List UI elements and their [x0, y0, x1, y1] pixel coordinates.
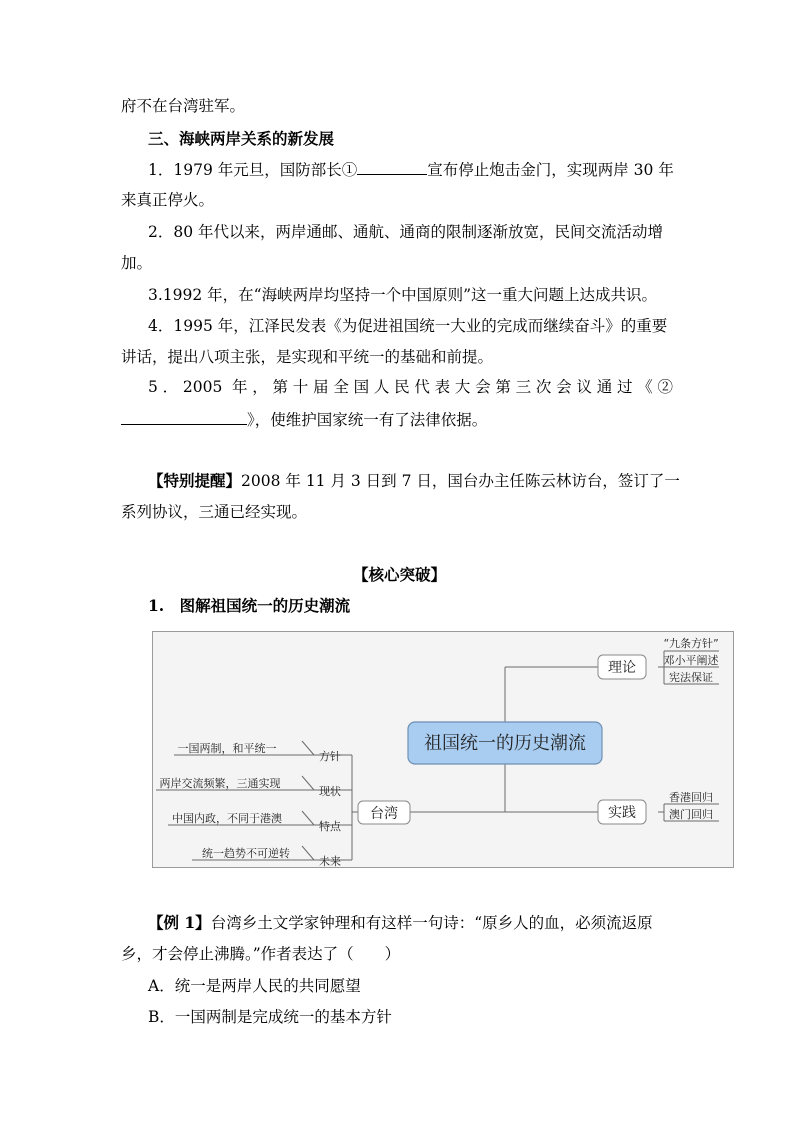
taiwan-branch-desc-3: 中国内政，不同于港澳	[172, 812, 282, 825]
theory-item-3: 宪法保证	[669, 671, 713, 684]
paragraph-5: 5．2005 年，第十届全国人民代表大会第三次会议通过《②	[148, 378, 673, 396]
paragraph-5-end: 》，使维护国家统一有了法律依据。	[247, 411, 488, 429]
taiwan-branch-desc-4: 统一趋势不可逆转	[202, 847, 290, 860]
answer-blank-1	[357, 159, 427, 175]
taiwan-branch-key-2: 现状	[319, 785, 341, 798]
center-node-label: 祖国统一的历史潮流	[424, 733, 586, 754]
paragraph-4: 4．1995 年，江泽民发表《为促进祖国统一大业的完成而继续奋斗》的重要	[148, 317, 668, 335]
taiwan-node-label: 台湾	[370, 806, 398, 822]
text-line: 加。	[121, 254, 153, 272]
answer-blank-2	[121, 409, 247, 425]
mindmap-diagram	[152, 631, 734, 868]
special-reminder	[148, 471, 680, 491]
text-line: 来真正停火。	[121, 191, 215, 209]
text-line: 讲话，提出八项主张，是实现和平统一的基础和前提。	[121, 348, 494, 366]
core-heading: 【核心突破】	[353, 565, 447, 584]
paragraph-1-end: 宣布停止炮击金门，实现两岸 30 年	[427, 161, 674, 179]
subheading: 1. 图解祖国统一的历史潮流	[148, 596, 351, 615]
text-line: 乡，才会停止沸腾。”作者表达了（ ）	[121, 945, 401, 963]
theory-node-label: 理论	[608, 660, 636, 676]
paragraph-1-start: 1．1979 年元旦，国防部长①	[148, 161, 358, 179]
option-a: A．统一是两岸人民的共同愿望	[148, 977, 361, 995]
text-line: 系列协议，三通已经实现。	[121, 503, 308, 521]
reminder-label: 【特别提醒】	[148, 471, 242, 490]
taiwan-branch-key-4: 未来	[319, 855, 341, 868]
practice-item-2: 澳门回归	[669, 808, 713, 821]
example-text: 台湾乡土文学家钟理和有这样一句诗：“原乡人的血，必须流返原	[210, 914, 653, 932]
reminder-text: 2008 年 11 月 3 日到 7 日，国台办主任陈云林访台，签订了一	[241, 472, 680, 490]
taiwan-branch-key-1: 方针	[319, 750, 341, 763]
example-label: 【例 1】	[148, 913, 211, 932]
practice-item-1: 香港回归	[669, 791, 713, 804]
theory-item-1: “九条方针”	[663, 637, 719, 650]
theory-item-2: 邓小平阐述	[663, 654, 719, 667]
option-b: B．一国两制是完成统一的基本方针	[148, 1008, 392, 1026]
paragraph-1	[148, 159, 674, 180]
practice-node-label: 实践	[608, 805, 636, 821]
taiwan-branch-desc-1: 一国两制，和平统一	[177, 742, 277, 755]
paragraph-2: 2．80 年代以来，两岸通邮、通航、通商的限制逐渐放宽，民间交流活动增	[148, 223, 664, 241]
taiwan-branch-key-3: 特点	[319, 820, 341, 833]
paragraph-3: 3.1992 年，在“海峡两岸均坚持一个中国原则”这一重大问题上达成共识。	[148, 286, 658, 304]
taiwan-branch-desc-2: 两岸交流频繁，三通实现	[159, 777, 281, 790]
example-1	[148, 913, 653, 933]
section-heading: 三、海峡两岸关系的新发展	[148, 129, 335, 148]
text-line: 府不在台湾驻军。	[121, 97, 246, 115]
paragraph-5-cont	[121, 409, 487, 430]
